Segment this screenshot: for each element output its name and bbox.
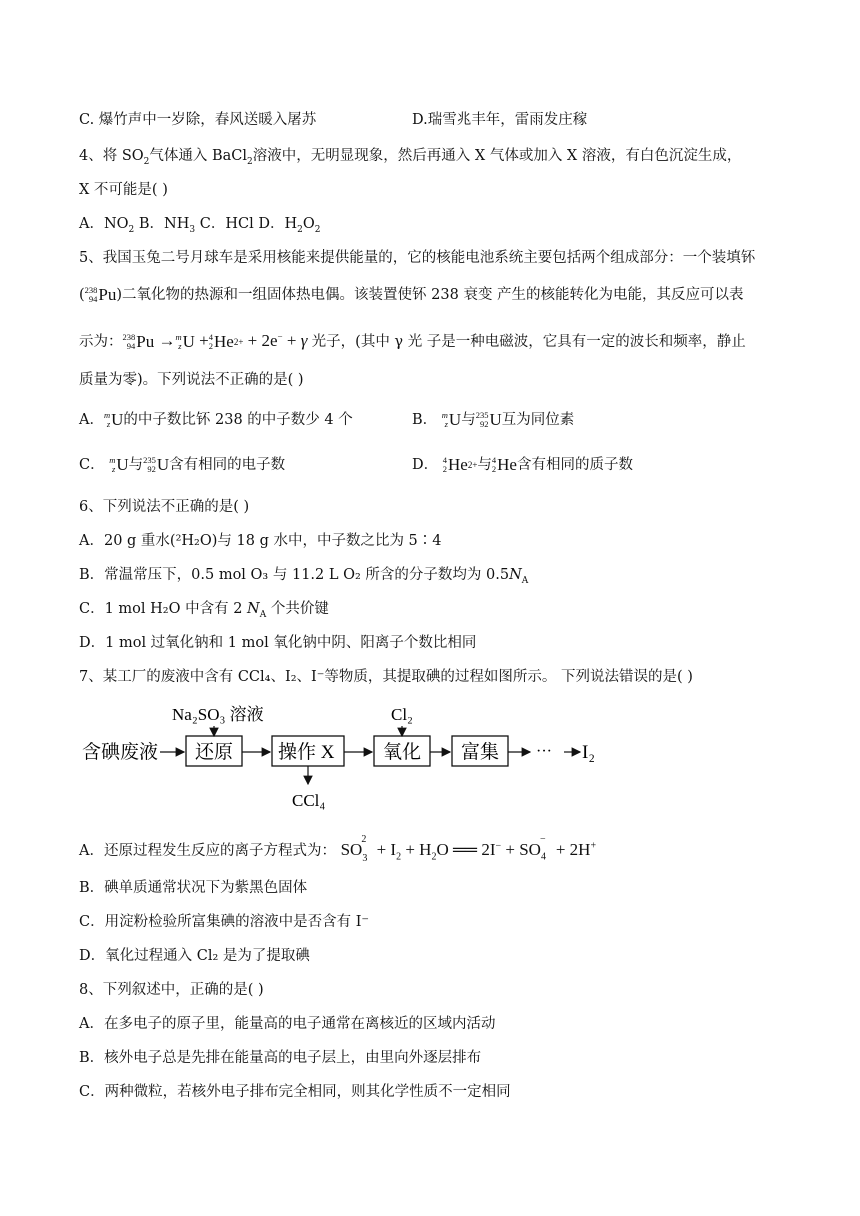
q7-option-a: A．还原过程发生反应的离子方程式为： $SO_3^2 + I_2 + H_2O$ ══ $2I^- + SO_4^- + 2H^+$ bbox=[79, 834, 597, 865]
q5-stem-3: 示为： 238 94 Pu → m z U + 4 2 He 2+ + 2e− + γ 光子，(其中 γ 光 子是一种电磁波，它具有一定的波长和频率，静止 bbox=[79, 331, 746, 351]
q3-option-c: C. 爆竹声中一岁除，春风送暖入屠苏 bbox=[79, 112, 317, 128]
q7-option-c: C．用淀粉检验所富集碘的溶液中是否含有 I⁻ bbox=[79, 914, 370, 930]
q8-option-b: B．核外电子总是先排在能量高的电子层上，由里向外逐层排布 bbox=[79, 1050, 482, 1066]
q5-stem-4: 质量为零)。下列说法不正确的是( ) bbox=[79, 372, 304, 388]
q5-stem-1: 5、我国玉兔二号月球车是采用核能来提供能量的，它的核能电池系统主要包括两个组成部分：一个装填钚 bbox=[79, 250, 756, 266]
q4-stem: 4、将 $SO_2$气体通入 BaCl$_2$溶液中，无明显现象，然后再通入 X 气体或加入 X 溶液，有白色沉淀生成， bbox=[79, 148, 742, 167]
svg-text:操作 X: 操作 X bbox=[278, 742, 335, 763]
q4-stem-2: X 不可能是( ) bbox=[79, 182, 168, 198]
q7-stem: 7、某工厂的废液中含有 CCl₄、I₂、I⁻等物质，其提取碘的过程如图所示。 下列说法错误的是( ) bbox=[79, 669, 693, 685]
ionic-equation: $SO_3^2 + I_2 + H_2O$ ══ $2I^- + SO_4^- + 2H^+$ bbox=[340, 834, 597, 865]
flow-reagent-cl2: Cl₂ bbox=[391, 705, 413, 724]
nuclide-pu-238: 238 94 Pu bbox=[84, 285, 117, 304]
svg-text:还原: 还原 bbox=[195, 742, 234, 763]
flow-output-ccl4: CCl₄ bbox=[292, 791, 326, 810]
q6-option-a: A．20 g 重水(²H₂O)与 18 g 水中，中子数之比为 5∶4 bbox=[79, 533, 442, 549]
q5-option-b: B． m z U与 235 92 U互为同位素 bbox=[412, 410, 575, 429]
q5-option-a: A． m z U的中子数比钚 238 的中子数少 4 个 bbox=[79, 410, 353, 429]
q8-option-c: C．两种微粒，若核外电子排布完全相同，则其化学性质不一定相同 bbox=[79, 1084, 511, 1100]
q3-option-d: D.瑞雪兆丰年，雷雨发庄稼 bbox=[412, 112, 588, 128]
q6-option-d: D．1 mol 过氧化钠和 1 mol 氧化钠中阴、阳离子个数比相同 bbox=[79, 635, 477, 651]
q5-option-d: D． 4 2 He 2+ 与 4 2 He含有相同的质子数 bbox=[412, 455, 633, 474]
q7-option-d: D．氧化过程通入 Cl₂ 是为了提取碘 bbox=[79, 948, 310, 964]
q8-stem: 8、下列叙述中，正确的是( ) bbox=[79, 982, 264, 998]
q6-stem: 6、下列说法不正确的是( ) bbox=[79, 499, 250, 515]
q7-option-b: B．碘单质通常状况下为紫黑色固体 bbox=[79, 880, 308, 896]
flow-input: 含碘废液 bbox=[82, 742, 159, 763]
q5-stem-2: ( 238 94 Pu)二氧化物的热源和一组固体热电偶。该装置使钚 238 衰变 产生的核能转化为电能，其反应可以表 bbox=[79, 285, 744, 304]
svg-text:富集: 富集 bbox=[461, 742, 500, 763]
q8-option-a: A．在多电子的原子里，能量高的电子通常在离核近的区域内活动 bbox=[79, 1016, 496, 1032]
flow-ellipsis: ··· bbox=[536, 743, 552, 760]
q6-option-b: B．常温常压下，0.5 mol O₃ 与 11.2 L O₂ 所含的分子数均为 $0.5N_A$ bbox=[79, 567, 529, 586]
svg-text:氧化: 氧化 bbox=[383, 742, 422, 763]
q4-options: A．$NO_2$ B．$NH_3$ C．HCl D．$H_2O_2$ bbox=[79, 216, 321, 235]
flow-reagent-na2so3: Na₂SO₃ 溶液 bbox=[172, 705, 264, 724]
flow-product-i2: I₂ bbox=[582, 742, 595, 763]
q5-option-c: C． m z U与 235 92 U含有相同的电子数 bbox=[79, 455, 286, 474]
extraction-flow-diagram bbox=[80, 700, 610, 815]
q6-option-c: C．1 mol H₂O 中含有 2 $N_A$ 个共价键 bbox=[79, 601, 329, 620]
